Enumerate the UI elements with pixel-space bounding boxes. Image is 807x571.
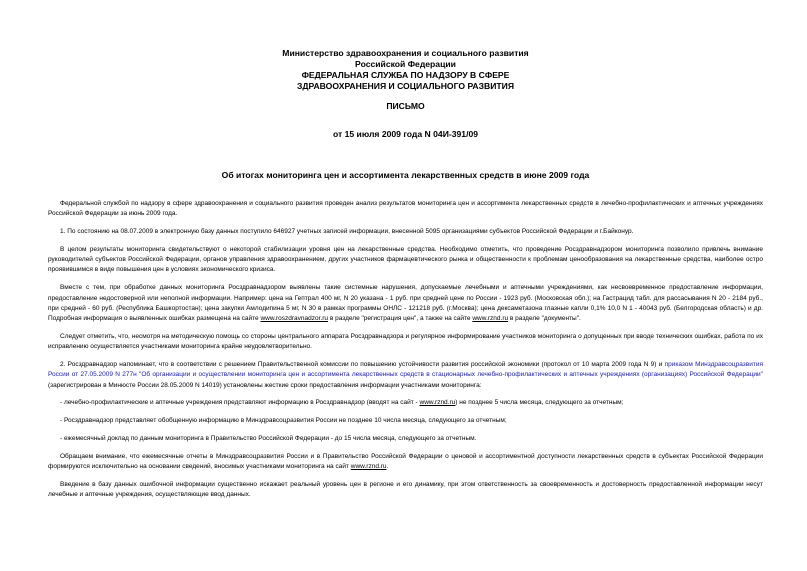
paragraph-stabilization: В целом результаты мониторинга свидетельствуют о некоторой стабилизации уровня цен на лекарственные средства. Необходимо отметить, что проведение Росздравнадзором мониторинга позволило привлечь внимание руководителей субъектов Российской Федерации, органов управления здравоохранением, других участников фармацевтического рынка и общественности к проблемам ценообразования на лекарственные средства, наиболее остро проявившимся в виде повышения цен в условиях экономического кризиса. [48, 245, 763, 274]
document-subject: Об итогах мониторинга цен и ассортимента лекарственных средств в июне 2009 года [221, 170, 590, 180]
paragraph-item-2-text-a: 2. Росздравнадзор напоминает, что в соответствии с решением Правительственной комиссии по повышению устойчивости развития российской экономики (протокол от 10 марта 2009 года N 9) и [60, 361, 665, 369]
paragraph-item-2-text-b: (зарегистрирован в Минюсте России 28.05.2009 N 14019) установлены жесткие сроки предоставления информации участниками мониторинга: [48, 381, 482, 389]
link-rznd-list[interactable]: www.rznd.ru [419, 399, 456, 407]
list-item-government-report: - ежемесячный доклад по данным мониторинга в Правительство Российской Федерации - до 15 числа месяца, следующего за отчетным. [60, 435, 477, 443]
list-item-institutions [48, 398, 763, 408]
paragraph-violations [48, 283, 763, 324]
list-item-roszdravnadzor: - Росздравнадзор представляет обобщенную информацию в Минздравсоцразвития России не позднее 10 числа месяца, следующего за отчетным; [60, 417, 507, 425]
ministry-name-line-1: Министерство здравоохранения и социального развития [282, 48, 529, 58]
service-name-line-2: ЗДРАВООХРАНЕНИЯ И СОЦИАЛЬНОГО РАЗВИТИЯ [296, 81, 514, 91]
service-name-line-1: ФЕДЕРАЛЬНАЯ СЛУЖБА ПО НАДЗОРУ В СФЕРЕ [301, 70, 510, 80]
link-rznd[interactable]: www.rznd.ru [472, 315, 509, 323]
link-roszdravnadzor[interactable]: www.roszdravnadzor.ru [260, 315, 329, 323]
paragraph-corrections: Следует отметить, что, несмотря на методическую помощь со стороны центрального аппарата Росздравнадзора и регулярное информирование участников мониторинга о допущенных при вводе технических ошибках, работа по их исправлению осуществляется участниками мониторинга крайне неудовлетворительно. [48, 332, 763, 351]
paragraph-data-errors: Введение в базу данных ошибочной информации существенно искажает реальный уровень цен в регионе и его динамику, при этом ответственность за своевременность и достоверность предоставленной информации несут лечебные и аптечные учреждения, осуществляющие ввод данных. [48, 480, 763, 499]
paragraph-monthly-reports [48, 452, 763, 473]
paragraph-violations-text-a: Вместе с тем, при обработке данных мониторинга Росздравнадзором выявлены такие системные нарушения, допускаемые лечебными и аптечными учреждениями, как несвоевременное предоставление информации, предоставление недостоверной или неполной информации. Например: цена на Гептрал 400 мг, N 20 указана - 1 руб. при средней цене по России - 1923 руб. (Московская обл.); на Гастрацид табл. для рассасывания N 20 - 2184 руб., при средней - 60 руб. (Республика Башкортостан); цена закупки Амлодипина 5 мг, N 30 в рамках программы ОНЛС - 121218 руб. (г.Москва); цена дексаметазона глазные капли 0,1% 10,0 N 1 - 40043 руб. (Белгородская область) и др. Подробная информация о выявленных ошибках размещена на сайте [48, 284, 763, 323]
document-body [48, 199, 763, 501]
document-date-number: от 15 июля 2009 года N 04И-391/09 [332, 129, 479, 139]
paragraph-item-2 [48, 360, 763, 391]
paragraph-violations-text-c: в разделе "документы". [508, 315, 581, 323]
paragraph-intro: Федеральной службой по надзору в сфере здравоохранения и социального развития проведен анализ результатов мониторинга цен и ассортимента лекарственных средств в лечебно-профилактических и аптечных учреждениях Российской Федерации за июнь 2009 года. [48, 200, 763, 218]
paragraph-violations-text-b: в разделе "регистрация цен", а также на сайте [328, 315, 473, 323]
link-rznd-reports[interactable]: www.rznd.ru [350, 463, 387, 471]
paragraph-item-1: 1. По состоянию на 08.07.2009 в электронную базу данных поступило 646927 учетных записей информации, внесенной 5095 организациями субъектов Российской Федерации и г.Байконур. [60, 228, 634, 236]
document-header [48, 0, 763, 181]
paragraph-monthly-reports-text-b: . [386, 463, 389, 471]
list-item-institutions-text-b: ) не позднее 5 числа месяца, следующего за отчетным; [455, 399, 624, 407]
link-order-277n[interactable]: приказом Минздравсоцразвития России от 27.05.2009 N 277н "Об организации и осуществлении мониторинга цен и ассортимента лекарственных средств в стационарных лечебно-профилактических и аптечных учреждениях (организациях) Российской Федерации" [48, 361, 763, 379]
list-item-institutions-text-a: - лечебно-профилактические и аптечные учреждения представляют информацию в Росздравнадзор (вводят на сайт - [60, 399, 420, 407]
ministry-name-line-2: Российской Федерации [355, 59, 456, 69]
document-type: ПИСЬМО [386, 101, 425, 111]
paragraph-monthly-reports-text-a: Обращаем внимание, что ежемесячные отчеты в Минздравсоцразвития России и в Правительство Российской Федерации о ценовой и ассортиментной доступности лекарственных средств в субъектах Российской Федерации формируются исключительно на основании сведений, вносимых участниками мониторинга на сайт [48, 452, 763, 471]
